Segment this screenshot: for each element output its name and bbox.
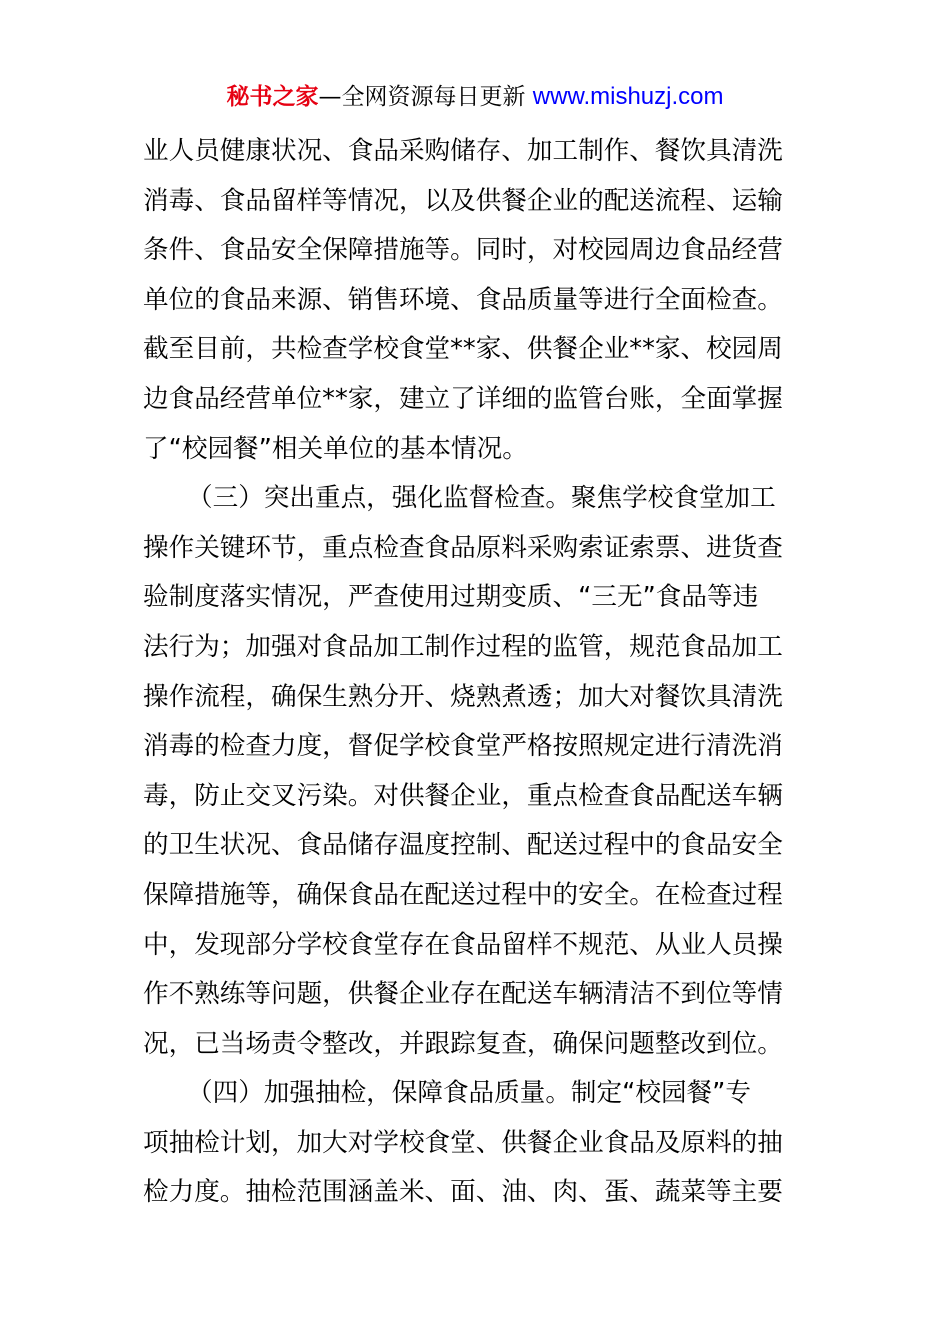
text-line: 检力度。抽检范围涵盖米、面、油、肉、蛋、蔬菜等主要 xyxy=(143,1177,783,1208)
text-line: 保障措施等，确保食品在配送过程中的安全。在检查过程 xyxy=(143,879,783,910)
text-line: 验制度落实情况，严查使用过期变质、“三无”食品等违 xyxy=(143,582,759,613)
text-line: 项抽检计划，加大对学校食堂、供餐企业食品及原料的抽 xyxy=(143,1127,783,1158)
text-line: 法行为；加强对食品加工制作过程的监管，规范食品加工 xyxy=(143,631,783,662)
paragraph-start-line: （三）突出重点，强化监督检查。聚焦学校食堂加工 xyxy=(187,483,776,514)
site-brand: 秘书之家 xyxy=(226,84,319,110)
text-line: 的卫生状况、食品储存温度控制、配送过程中的食品安全 xyxy=(143,830,783,861)
text-line: 了“校园餐”相关单位的基本情况。 xyxy=(143,433,528,464)
text-line: 中，发现部分学校食堂存在食品留样不规范、从业人员操 xyxy=(143,929,783,960)
text-line: 消毒的检查力度，督促学校食堂严格按照规定进行清洗消 xyxy=(143,731,783,762)
text-line: 毒，防止交叉污染。对供餐企业，重点检查食品配送车辆 xyxy=(143,780,783,811)
text-line: 操作流程，确保生熟分开、烧熟煮透；加大对餐饮具清洗 xyxy=(143,681,783,712)
text-line: 业人员健康状况、食品采购储存、加工制作、餐饮具清洗 xyxy=(143,136,783,166)
text-line: 单位的食品来源、销售环境、食品质量等进行全面检查。 xyxy=(143,284,783,315)
text-line: 截至目前，共检查学校食堂**家、供餐企业**家、校园周 xyxy=(143,334,783,365)
text-line: 作不熟练等问题，供餐企业存在配送车辆清洁不到位等情 xyxy=(143,979,783,1010)
text-line: 消毒、食品留样等情况，以及供餐企业的配送流程、运输 xyxy=(143,185,783,216)
site-tagline: —全网资源每日更新 xyxy=(318,84,533,110)
text-line: 操作关键环节，重点检查食品原料采购索证索票、进货查 xyxy=(143,532,783,563)
text-line: 况，已当场责令整改，并跟踪复查，确保问题整改到位。 xyxy=(143,1028,783,1059)
document-body xyxy=(143,127,808,1218)
page-header xyxy=(0,80,950,114)
text-line: 条件、食品安全保障措施等。同时，对校园周边食品经营 xyxy=(143,235,783,266)
paragraph-start-line: （四）加强抽检，保障食品质量。制定“校园餐”专 xyxy=(187,1078,751,1109)
site-url-link[interactable]: www.mishuzj.com xyxy=(532,83,724,110)
text-line: 边食品经营单位**家，建立了详细的监管台账，全面掌握 xyxy=(143,383,783,414)
